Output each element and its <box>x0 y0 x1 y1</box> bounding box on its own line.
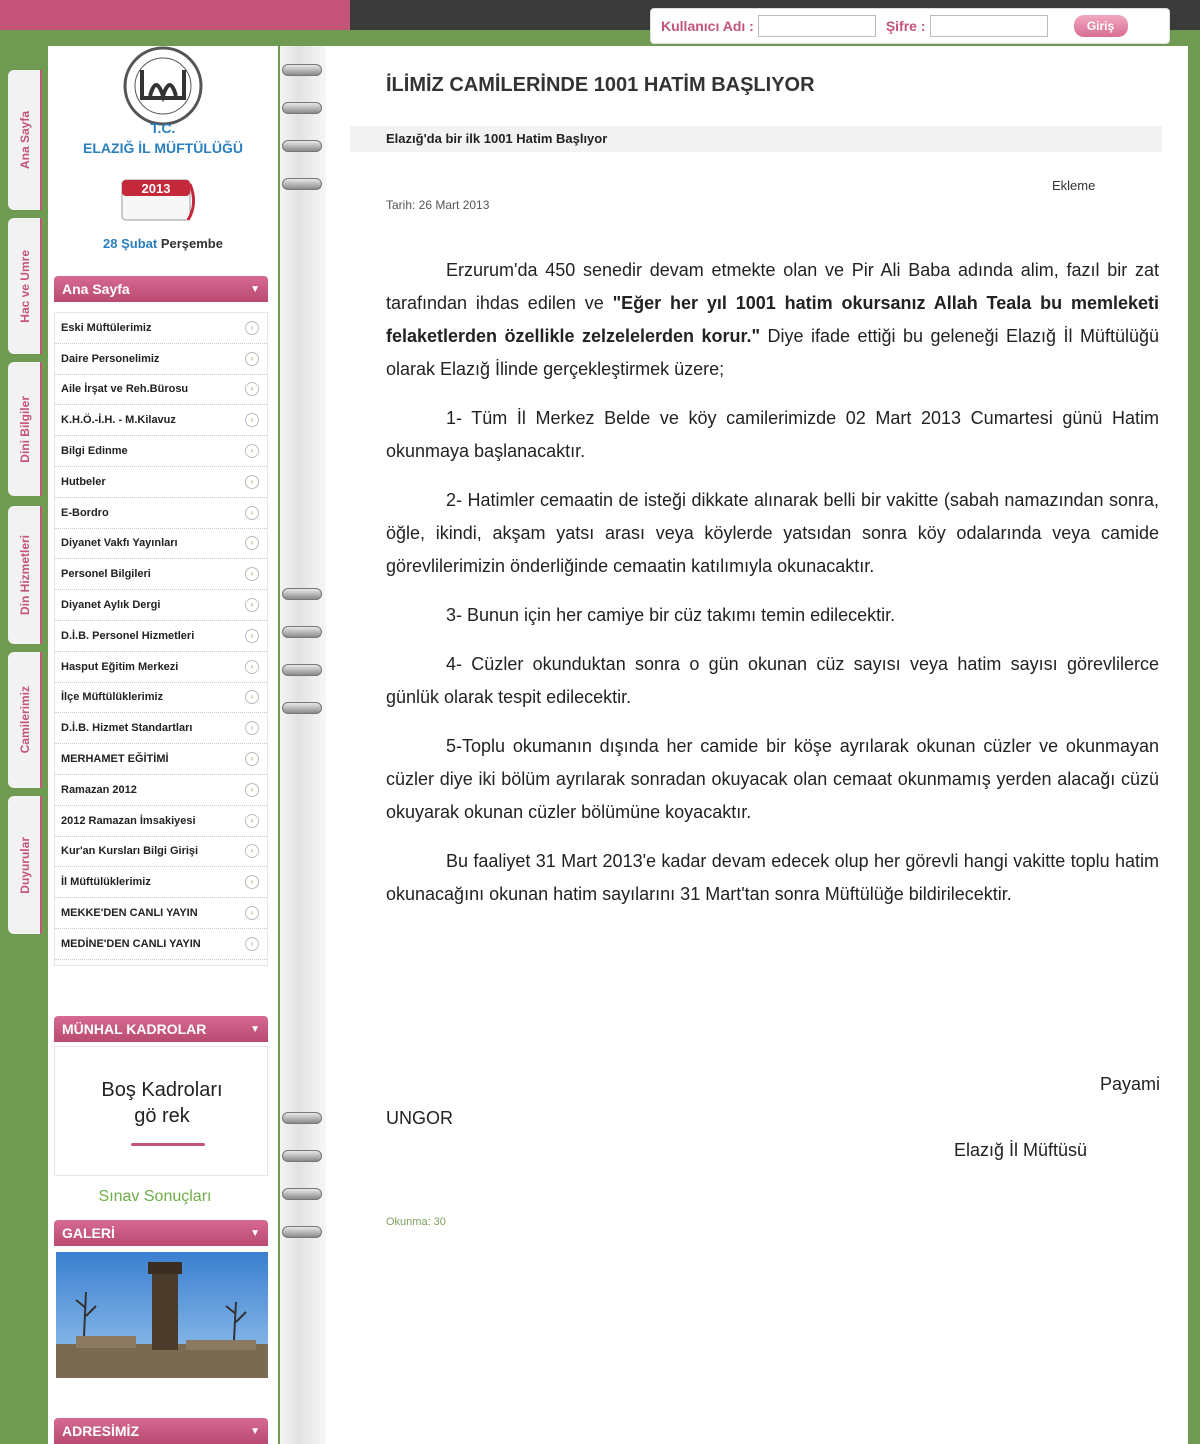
article-date: Tarih: 26 Mart 2013 <box>386 198 490 212</box>
org-line-1: T.C. <box>150 120 176 136</box>
chevron-down-icon: ▼ <box>250 1023 260 1035</box>
arrow-circle-icon: › <box>245 536 259 550</box>
vacancy-text <box>55 1077 269 1129</box>
binding-ring <box>282 1188 322 1200</box>
address-panel-title: ADRESİMİZ <box>62 1423 139 1439</box>
menu-panel-header[interactable] <box>54 276 268 302</box>
binding-ring <box>282 102 322 114</box>
menu-item-label: Eski Müftülerimiz <box>61 321 152 334</box>
left-tab-label: Hac ve Umre <box>18 249 32 323</box>
login-button[interactable]: Giriş <box>1074 15 1128 37</box>
address-panel-header[interactable] <box>54 1418 268 1444</box>
spiral-binding <box>280 46 326 1444</box>
menu-item[interactable] <box>55 467 267 498</box>
paragraph-6: Bu faaliyet 31 Mart 2013'e kadar devam edecek olup her görevli hangi vakitte toplu hatim okunacağını okunan hatim sayılarını 31 Mart'tan sonra Müftülüğe bildirilecektir. <box>386 851 1159 904</box>
gallery-panel-title: GALERİ <box>62 1225 115 1241</box>
menu-item-label: MERHAMET EĞİTİMİ <box>61 753 169 766</box>
binding-ring <box>282 64 322 76</box>
left-tab-label: Duyurular <box>18 836 32 894</box>
arrow-circle-icon: › <box>245 475 259 489</box>
menu-item-label: Kur'an Kursları Bilgi Girişi <box>61 845 199 858</box>
menu-item-label: Daire Personelimiz <box>61 352 160 365</box>
article-body <box>386 254 1159 927</box>
menu-item-label: Hasput Eğitim Merkezi <box>61 660 179 673</box>
article-page <box>326 46 1188 1444</box>
arrow-circle-icon: › <box>245 598 259 612</box>
binding-ring <box>282 626 322 638</box>
menu-item[interactable] <box>55 436 267 467</box>
menu-item[interactable] <box>55 652 267 683</box>
sidebar <box>48 46 278 1444</box>
paragraph-intro-a: Erzurum'da 450 senedir devam etmekte olan ve Pir Ali Baba adında alim, fazıl bir zat tarafından ihdas edilen ve <box>386 260 1159 313</box>
menu-item[interactable] <box>55 621 267 652</box>
arrow-circle-icon: › <box>245 937 259 951</box>
menu-item[interactable] <box>55 867 267 898</box>
left-tab-hajj[interactable] <box>8 218 42 354</box>
org-line-2: ELAZIĞ İL MÜFTÜLÜĞÜ <box>83 140 243 156</box>
menu-item-label: D.İ.B. Personel Hizmetleri <box>61 629 195 642</box>
signature-title: Elazığ İl Müftüsü <box>954 1140 1088 1160</box>
signature-first-name: Payami <box>1099 1074 1160 1094</box>
paragraph-4: 4- Cüzler okunduktan sonra o gün okunan cüz sayısı veya hatim sayısı görevlilerce günlük olarak tespit edilecektir. <box>386 654 1159 707</box>
binding-ring <box>282 178 322 190</box>
chevron-down-icon: ▼ <box>250 1227 260 1239</box>
arrow-circle-icon: › <box>245 352 259 366</box>
menu-item-label: MEDİNE'DEN CANLI YAYIN <box>61 937 201 950</box>
arrow-circle-icon: › <box>245 721 259 735</box>
login-bar <box>650 8 1170 44</box>
arrow-circle-icon: › <box>245 660 259 674</box>
paragraph-intro-quote: "Eğer her yıl 1001 hatim okursanız Allah Teala bu memleketi felaketlerden özellikle zelzelelerden korur." <box>386 293 1159 346</box>
menu-item[interactable] <box>55 375 267 406</box>
read-count: Okunma: 30 <box>386 1216 446 1228</box>
menu-item-label: Hutbeler <box>61 475 106 488</box>
vacancy-underline <box>131 1143 205 1146</box>
username-input[interactable] <box>758 15 876 37</box>
date-weekday: Perşembe <box>160 236 223 251</box>
arrow-circle-icon: › <box>245 690 259 704</box>
arrow-circle-icon: › <box>245 413 259 427</box>
menu-item[interactable] <box>55 837 267 868</box>
binding-ring <box>282 140 322 152</box>
exam-results-link[interactable]: Sınav Sonuçları <box>98 1188 212 1205</box>
menu-item[interactable] <box>55 713 267 744</box>
left-tab-announcements[interactable] <box>8 796 42 934</box>
arrow-circle-icon: › <box>245 506 259 520</box>
menu-item[interactable] <box>55 744 267 775</box>
arrow-circle-icon: › <box>245 629 259 643</box>
right-frame <box>1188 46 1200 1444</box>
left-tab-home[interactable] <box>8 70 42 210</box>
menu-item[interactable] <box>55 806 267 837</box>
binding-ring <box>282 1150 322 1162</box>
arrow-circle-icon: › <box>245 844 259 858</box>
menu-item[interactable] <box>55 313 267 344</box>
top-bar-pink <box>0 0 350 30</box>
vacancies-panel-title: MÜNHAL KADROLAR <box>62 1021 207 1037</box>
left-tab-mosques[interactable] <box>8 652 42 788</box>
menu-item[interactable] <box>55 344 267 375</box>
arrow-circle-icon: › <box>245 752 259 766</box>
left-tab-label: Camilerimiz <box>18 686 32 754</box>
menu-item-label: Personel Bilgileri <box>61 568 151 581</box>
calendar-year: 2013 <box>141 181 171 196</box>
arrow-circle-icon: › <box>245 567 259 581</box>
left-tab-label: Ana Sayfa <box>18 110 32 170</box>
binding-ring <box>282 1226 322 1238</box>
left-tab-label: Dini Bilgiler <box>18 395 32 463</box>
gallery-panel-header[interactable] <box>54 1220 268 1246</box>
menu-item-label: MEKKE'DEN CANLI YAYIN <box>61 907 198 920</box>
menu-item[interactable] <box>55 405 267 436</box>
menu-item[interactable] <box>55 775 267 806</box>
vacancies-panel-header[interactable] <box>54 1016 268 1042</box>
arrow-circle-icon: › <box>245 875 259 889</box>
menu-item[interactable] <box>55 498 267 529</box>
vacancy-line-2: gö rek <box>134 1105 190 1127</box>
main-menu <box>54 312 268 966</box>
binding-ring <box>282 702 322 714</box>
binding-ring <box>282 588 322 600</box>
menu-item[interactable] <box>55 898 267 929</box>
menu-item-label: Bilgi Edinme <box>61 445 128 458</box>
menu-item[interactable] <box>55 559 267 590</box>
left-tab-religious-services[interactable] <box>8 506 42 644</box>
gallery-image[interactable] <box>56 1252 268 1378</box>
menu-item-label: K.H.Ö.-İ.H. - M.Kilavuz <box>61 414 176 427</box>
menu-item[interactable] <box>55 590 267 621</box>
menu-item[interactable] <box>55 683 267 714</box>
arrow-circle-icon: › <box>245 444 259 458</box>
left-tab-label: Din Hizmetleri <box>18 534 32 615</box>
menu-item-label: Diyanet Vakfı Yayınları <box>61 537 178 550</box>
calendar-icon <box>118 174 198 224</box>
menu-panel-title: Ana Sayfa <box>62 281 130 297</box>
menu-item-label: D.İ.B. Hizmet Standartları <box>61 722 193 735</box>
paragraph-5: 5-Toplu okumanın dışında her camide bir köşe ayrılarak okunan cüzler ve okunmayan cüzler diye iki bölüm ayrılarak sonradan okuyacak olan cemaat okunmamış yerden alacağı cüzü okuyarak okunan cüzler bölümüne koyacaktır. <box>386 736 1159 822</box>
date-day: 28 Şubat <box>103 236 158 251</box>
username-label: Kullanıcı Adı : <box>661 18 754 34</box>
menu-item-label: İlçe Müftülüklerimiz <box>61 691 164 704</box>
chevron-down-icon: ▼ <box>250 283 260 295</box>
paragraph-1: 1- Tüm İl Merkez Belde ve köy camilerimizde 02 Mart 2013 Cumartesi günü Hatim okunmaya başlanacaktır. <box>386 408 1159 461</box>
binding-ring <box>282 1112 322 1124</box>
vacancy-line-1: Boş Kadroları <box>101 1079 223 1101</box>
menu-item-label: Aile İrşat ve Reh.Bürosu <box>61 383 189 396</box>
password-label: Şifre : <box>885 18 926 34</box>
paragraph-intro-b: Diye ifade ettiği bu geleneği Elazığ İl Müftülüğü olarak Elazığ İlinde gerçekleştirmek üzere; <box>386 326 1159 379</box>
menu-item-label: 2012 Ramazan İmsakiyesi <box>61 814 196 827</box>
binding-ring <box>282 664 322 676</box>
signature-last-name: UNGOR <box>386 1108 453 1128</box>
menu-item-label: Ramazan 2012 <box>61 783 137 796</box>
left-tab-religious-info[interactable] <box>8 362 42 496</box>
add-label: Ekleme <box>1052 178 1096 193</box>
vacancy-banner[interactable] <box>54 1046 268 1176</box>
org-title <box>48 118 278 158</box>
menu-item-label: E-Bordro <box>61 506 109 519</box>
menu-item[interactable] <box>55 529 267 560</box>
paragraph-3: 3- Bunun için her camiye bir cüz takımı temin edilecektir. <box>446 605 896 625</box>
arrow-circle-icon: › <box>245 814 259 828</box>
article-subtitle: Elazığ'da bir ilk 1001 Hatim Başlıyor <box>350 126 1162 152</box>
arrow-circle-icon: › <box>245 321 259 335</box>
paragraph-2: 2- Hatimler cemaatin de isteği dikkate alınarak belli bir vakitte (sabah namazından sonra, öğle, ikindi, akşam yatsı arası veya köylerde yatsıdan sonra köy odalarında veya camide görevlilerimizin önderliğinde cemaatin katılımıyla okunacaktır. <box>386 490 1159 576</box>
today-date <box>48 236 278 251</box>
menu-item-label: Diyanet Aylık Dergi <box>61 599 161 612</box>
left-tab-strip <box>0 40 48 1444</box>
chevron-down-icon: ▼ <box>250 1425 260 1437</box>
article-title: İLİMİZ CAMİLERİNDE 1001 HATİM BAŞLIYOR <box>386 74 815 96</box>
password-input[interactable] <box>930 15 1048 37</box>
paragraph-intro <box>386 254 1159 386</box>
menu-item-label: İl Müftülüklerimiz <box>61 876 151 889</box>
menu-item[interactable] <box>55 929 267 960</box>
arrow-circle-icon: › <box>245 382 259 396</box>
arrow-circle-icon: › <box>245 906 259 920</box>
arrow-circle-icon: › <box>245 783 259 797</box>
